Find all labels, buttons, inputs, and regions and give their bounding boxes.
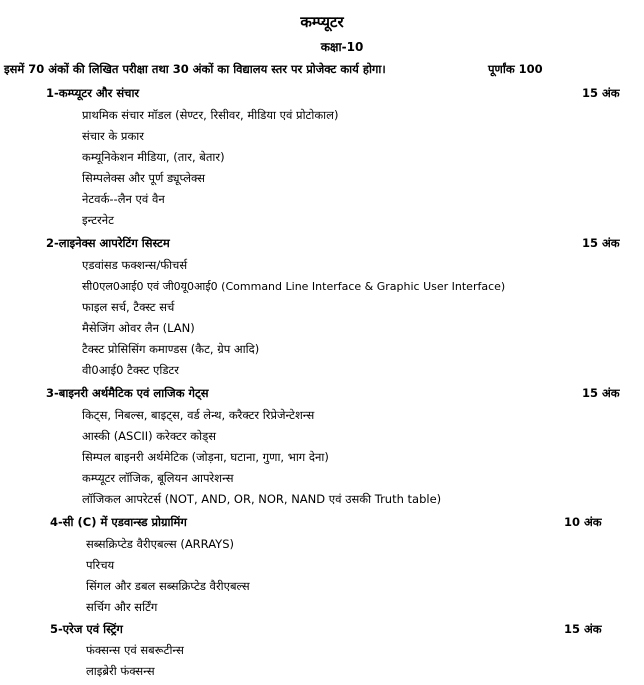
unit-2-title: 2-लाइनेक्स आपरेटिंग सिस्टम <box>46 236 170 250</box>
unit-2-topic: एडवांसड फक्शन्स/फीचर्स <box>82 258 188 272</box>
unit-1-marks: 15 अंक <box>582 86 620 100</box>
unit-4-marks: 10 अंक <box>564 515 602 529</box>
unit-3-topic: कम्प्यूटर लॉजिक, बूलियन आपरेशन्स <box>82 471 234 485</box>
exam-intro: इसमें 70 अंकों की लिखित परीक्षा तथा 30 अंकों का विद्यालय स्तर पर प्रोजेक्ट कार्य होगा। <box>4 62 386 76</box>
unit-1-topic: कम्यूनिकेशन मीडिया, (तार, बेतार) <box>82 150 225 164</box>
unit-4-topic: सिंगल और डबल सब्सक्रिप्टेड वैरीएबल्स <box>86 579 250 593</box>
unit-1-topic: प्राथमिक संचार मॉडल (सेण्टर, रिसीवर, मीडिया एवं प्रोटोकाल) <box>82 108 339 122</box>
unit-3-topic: लॉजिकल आपरेटर्स (NOT, AND, OR, NOR, NAND एवं उसकी Truth table) <box>82 492 442 506</box>
class-label: कक्षा-10 <box>320 40 364 54</box>
unit-2-topic: टैक्स्ट प्रोसिसिंग कमाण्डस (कैट, ग्रेप आदि) <box>82 342 260 356</box>
unit-1-topic: सिम्पलेक्स और पूर्ण ड्यूप्लेक्स <box>82 171 206 185</box>
unit-2-topic: फाइल सर्च, टैक्स्ट सर्च <box>82 300 175 314</box>
unit-3-title: 3-बाइनरी अर्थमैटिक एवं लाजिक गेट्स <box>46 386 209 400</box>
page-title: कम्प्यूटर <box>300 13 344 31</box>
unit-4-topic: सर्चिग और सर्टिंग <box>86 600 158 614</box>
unit-1-topic: नेटवर्क--लैन एवं वैन <box>82 192 165 206</box>
unit-3-topic: आस्की (ASCII) करेक्टर कोड्स <box>82 429 216 443</box>
unit-5-topic: फंक्सन्स एवं सबरूटीन्स <box>86 643 184 657</box>
unit-5-topic: लाइब्रेरी फंक्सन्स <box>86 664 155 678</box>
unit-4-topic: सब्सक्रिप्टेड वैरीएबल्स (ARRAYS) <box>86 537 234 551</box>
unit-4-title: 4-सी (C) में एडवान्स्ड प्रोग्रामिंग <box>50 515 187 529</box>
unit-2-topic: वी0आई0 टैक्स्ट एडिटर <box>82 363 179 377</box>
total-marks: पूर्णांक 100 <box>488 62 543 76</box>
unit-5-marks: 15 अंक <box>564 622 602 636</box>
unit-3-topic: सिम्पल बाइनरी अर्थमेटिक (जोड़ना, घटाना, गुणा, भाग देना) <box>82 450 329 464</box>
unit-3-marks: 15 अंक <box>582 386 620 400</box>
unit-5-title: 5-एरेज एवं स्ट्रिंग <box>50 622 123 636</box>
unit-2-topic: सी0एल0आई0 एवं जी0यू0आई0 (Command Line Interface & Graphic User Interface) <box>82 280 506 293</box>
unit-3-topic: किट्स, निबल्स, बाइट्स, वर्ड लेन्थ, करैक्टर रिप्रेजेन्टेशन्स <box>82 408 315 422</box>
unit-1-topic: इन्टरनेट <box>82 213 114 227</box>
unit-2-marks: 15 अंक <box>582 236 620 250</box>
unit-4-topic: परिचय <box>86 558 115 572</box>
unit-1-title: 1-कम्प्यूटर और संचार <box>46 86 140 100</box>
unit-1-topic: संचार के प्रकार <box>82 129 144 143</box>
unit-2-topic: मैसेजिंग ओवर लैन (LAN) <box>82 321 195 335</box>
